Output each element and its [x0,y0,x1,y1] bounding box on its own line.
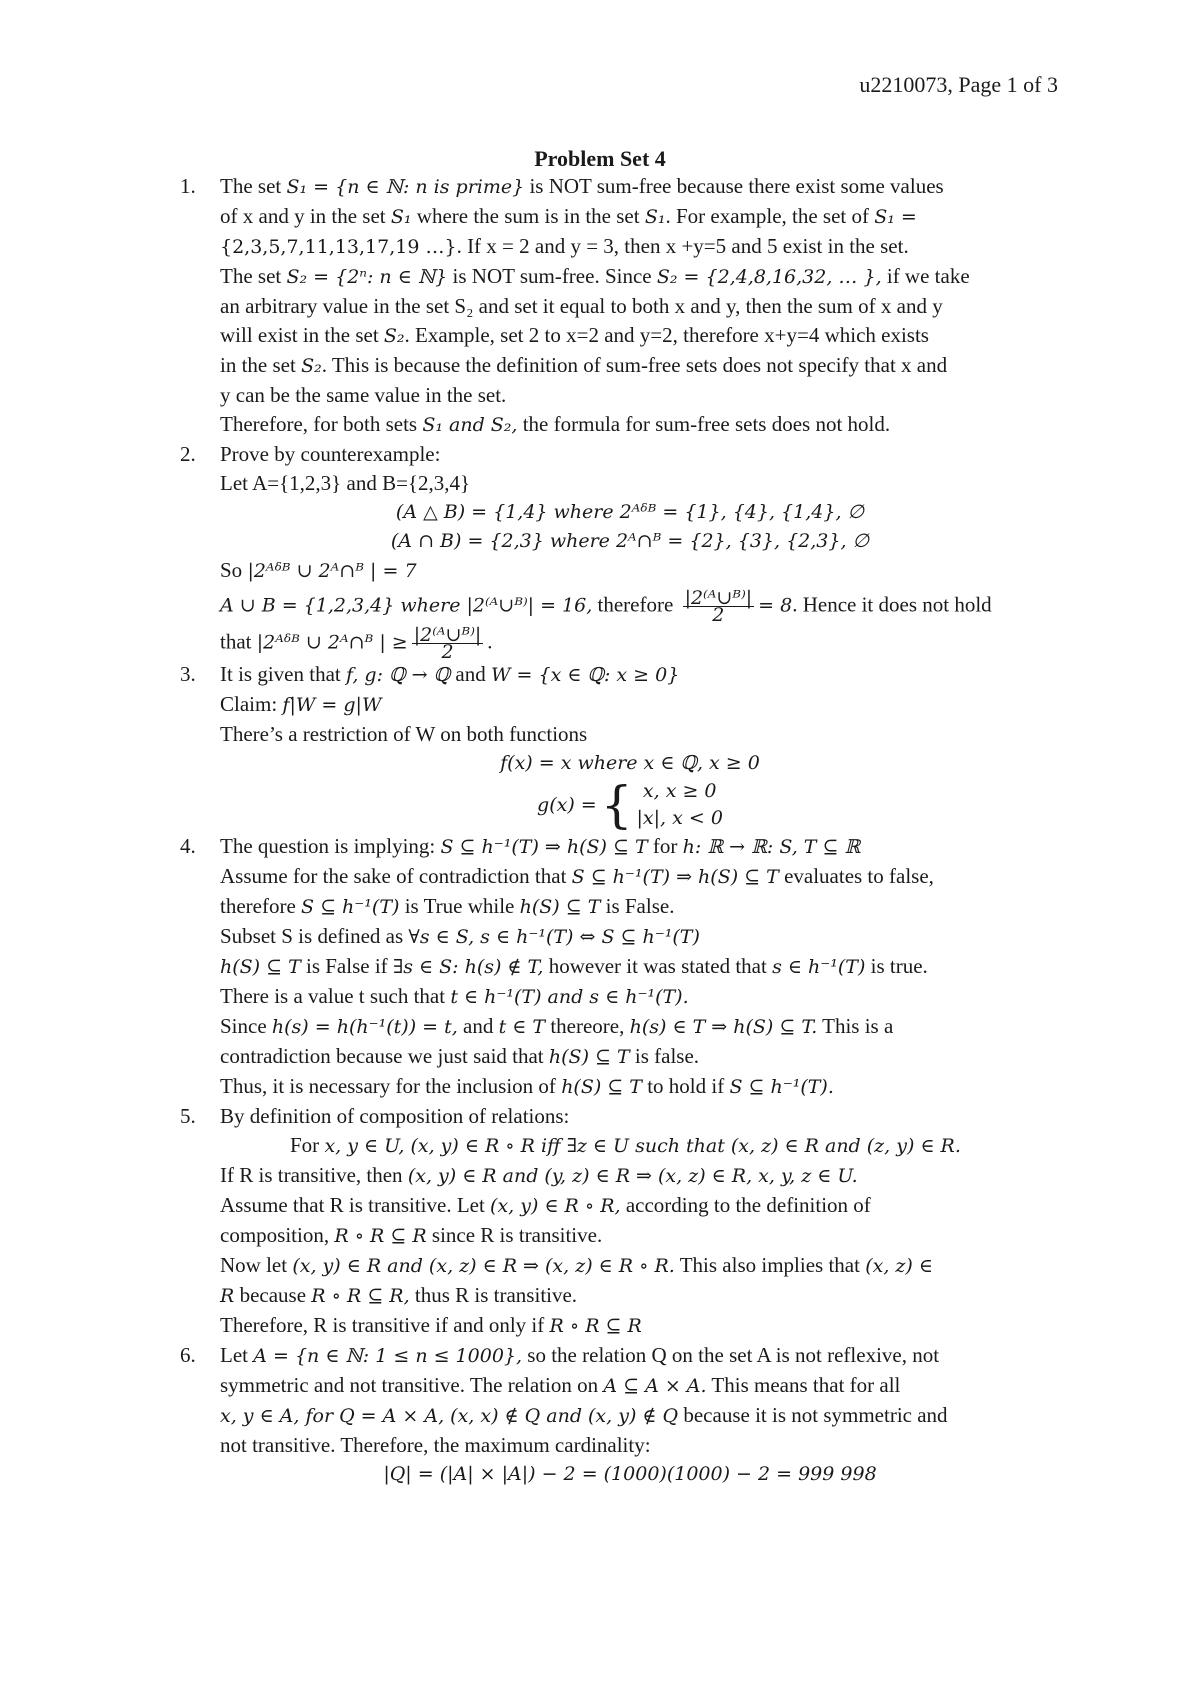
problem-number: 6. [180,1343,196,1367]
text-line: If R is transitive, then (x, y) ∈ R and (y, z) ∈ R ⇒ (x, z) ∈ R, x, y, z ∈ U. [220,1163,858,1187]
text-line: It is given that f, g: ℚ → ℚ and W = {x ∈ ℚ: x ≥ 0} [220,662,680,686]
page-header: u2210073, Page 1 of 3 [859,72,1058,97]
problem-number: 5. [180,1104,196,1128]
text-line: Prove by counterexample: [220,442,441,466]
problem-6 [180,1341,1060,1489]
text-line: Therefore, for both sets S₁ and S₂, the formula for sum-free sets does not hold. [220,412,891,436]
text-line: Since h(s) = h(h⁻¹(t)) = t, and t ∈ T thereore, h(s) ∈ T ⇒ h(S) ⊆ T. This is a [220,1014,894,1038]
problem-1 [180,172,1060,440]
text-line: The set S₂ = {2ⁿ: n ∈ ℕ} is NOT sum-free. Since S₂ = {2,4,8,16,32, … }, if we take [220,264,970,288]
left-brace: { [600,776,633,834]
problem-2 [180,440,1060,663]
text-line: of x and y in the set S₁ where the sum is in the set S₁. For example, the set of S₁ = [220,204,917,228]
problem-3 [180,660,1060,832]
text-line: The set S₁ = {n ∈ ℕ: n is prime} is NOT sum-free because there exist some values [220,174,944,198]
text-line: Let A={1,2,3} and B={2,3,4} [220,471,471,495]
problem-number: 3. [180,662,196,686]
text-line: So |2ᴬᵟᴮ ∪ 2ᴬ∩ᴮ | = 7 [220,558,417,582]
text-line: y can be the same value in the set. [220,383,507,407]
text-line: an arbitrary value in the set S₂ and set it equal to both x and y, then the sum of x and y [220,294,943,318]
document-body [180,172,1060,1489]
equation-line: |Q| = (|A| × |A|) − 2 = (1000)(1000) − 2 = 999 998 [383,1463,877,1485]
text-line: therefore S ⊆ h⁻¹(T) is True while h(S) ⊆ T is False. [220,894,675,918]
equation-line: f(x) = x where x ∈ ℚ, x ≥ 0 [500,752,760,774]
text-line: The question is implying: S ⊆ h⁻¹(T) ⇒ h(S) ⊆ T for h: ℝ → ℝ: S, T ⊆ ℝ [220,834,861,858]
problem-5 [180,1102,1060,1341]
text-line: will exist in the set S₂. Example, set 2 to x=2 and y=2, therefore x+y=4 which exists [220,323,929,347]
text-line: Claim: f|W = g|W [220,692,382,716]
text-line: {2,3,5,7,11,13,17,19 …}. If x = 2 and y = 3, then x +y=5 and 5 exist in the set. [220,234,909,258]
problem-number: 4. [180,834,196,858]
problem-number: 1. [180,174,196,198]
page-title: Problem Set 4 [534,146,666,171]
text-line: composition, R ∘ R ⊆ R since R is transitive. [220,1223,603,1247]
text-line: Assume for the sake of contradiction that S ⊆ h⁻¹(T) ⇒ h(S) ⊆ T evaluates to false, [220,864,934,888]
text-line: There is a value t such that t ∈ h⁻¹(T) and s ∈ h⁻¹(T). [220,984,689,1008]
text-line: There’s a restriction of W on both functions [220,722,588,746]
text-line: contradiction because we just said that h(S) ⊆ T is false. [220,1044,700,1068]
piecewise-equation: g(x) = { x, x ≥ 0 |x|, x < 0 [537,776,723,834]
text-line: not transitive. Therefore, the maximum cardinality: [220,1433,651,1457]
problem-number: 2. [180,442,196,466]
text-line: Subset S is defined as ∀s ∈ S, s ∈ h⁻¹(T) ⇔ S ⊆ h⁻¹(T) [220,924,700,948]
fraction: $\frac{\text{|2⁽ᴬ∪ᴮ⁾|}}{2}$ [684,587,753,626]
text-line: symmetric and not transitive. The relation on A ⊆ A × A. This means that for all [220,1373,901,1397]
text-line: Therefore, R is transitive if and only if R ∘ R ⊆ R [220,1313,642,1337]
text-line: For x, y ∈ U, (x, y) ∈ R ∘ R iff ∃z ∈ U such that (x, z) ∈ R and (z, y) ∈ R. [290,1133,961,1157]
text-line: that |2ᴬᵟᴮ ∪ 2ᴬ∩ᴮ | ≥ $\frac{\text{|2⁽ᴬ∪ᴮ⁾|}}{2}$ . [220,624,493,663]
equation-line: (A ∩ B) = {2,3} where 2ᴬ∩ᴮ = {2}, {3}, {2,3}, ∅ [390,530,870,552]
text-line: Now let (x, y) ∈ R and (x, z) ∈ R ⇒ (x, z) ∈ R ∘ R. This also implies that (x, z) ∈ [220,1253,933,1277]
text-line: h(S) ⊆ T is False if ∃s ∈ S: h(s) ∉ T, however it was stated that s ∈ h⁻¹(T) is true. [220,954,928,978]
text-line: Thus, it is necessary for the inclusion of h(S) ⊆ T to hold if S ⊆ h⁻¹(T). [220,1074,834,1098]
text-line: Assume that R is transitive. Let (x, y) ∈ R ∘ R, according to the definition of [220,1193,871,1217]
text-line: A ∪ B = {1,2,3,4} where |2⁽ᴬ∪ᴮ⁾| = 16, therefore $\frac{\text{|2⁽ᴬ∪ᴮ⁾|}}{2}$ = 8. Hence it does not hold [220,587,992,626]
text-line: Let A = {n ∈ ℕ: 1 ≤ n ≤ 1000}, so the relation Q on the set A is not reflexive, not [220,1343,940,1367]
equation-line: (A △ B) = {1,4} where 2ᴬᵟᴮ = {1}, {4}, {1,4}, ∅ [395,501,865,523]
text-line: x, y ∈ A, for Q = A × A, (x, x) ∉ Q and (x, y) ∉ Q because it is not symmetric and [220,1403,948,1427]
text-line: R because R ∘ R ⊆ R, thus R is transitive. [220,1283,578,1307]
text-line: By definition of composition of relations: [220,1104,570,1128]
fraction: $\frac{\text{|2⁽ᴬ∪ᴮ⁾|}}{2}$ [413,624,482,663]
text-line: in the set S₂. This is because the definition of sum-free sets does not specify that x and [220,353,948,377]
problem-4 [180,832,1060,1102]
